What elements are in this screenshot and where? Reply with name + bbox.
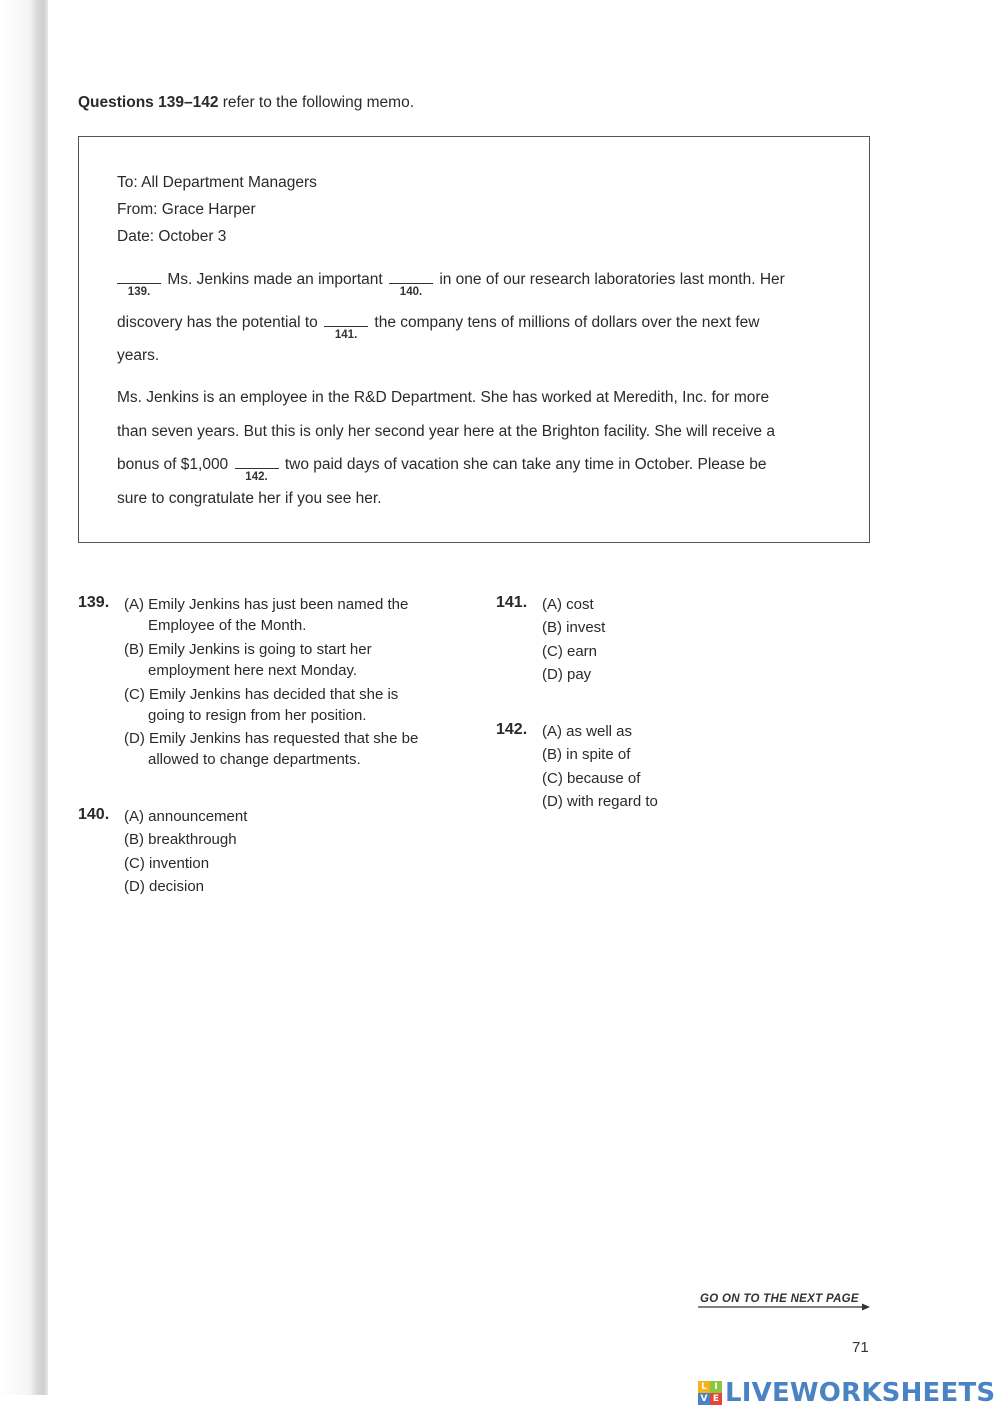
page-number: 71 [852,1339,869,1356]
memo-text: discovery has the potential to [117,314,318,331]
logo-tile: L [698,1381,710,1393]
liveworksheets-logo[interactable] [698,1378,995,1408]
blank-number: 141. [334,329,358,341]
memo-paragraph1-line1 [117,271,785,298]
option-142-d[interactable]: (D) with regard to [542,793,658,810]
option-139-d[interactable] [124,728,454,770]
memo-to: To: All Department Managers [117,174,317,191]
memo-paragraph2-line1: Ms. Jenkins is an employee in the R&D Department. She has worked at Meredith, Inc. for more [117,389,770,406]
blank-142[interactable] [235,456,279,483]
memo-paragraph2-line4: sure to congratulate her if you see her. [117,490,382,507]
questions-heading-rest: refer to the following memo. [218,94,415,111]
question-number: 142. [496,721,528,738]
question-number: 140. [78,806,110,823]
memo-paragraph2-line3 [117,456,767,483]
option-139-b[interactable] [124,639,454,681]
memo-paragraph1-line2 [117,314,760,341]
question-141 [496,594,796,689]
option-141-a[interactable]: (A) cost [542,596,594,613]
option-142-a[interactable]: (A) as well as [542,723,633,740]
memo-paragraph1-line3: years. [117,347,160,364]
question-number: 139. [78,594,110,611]
option-text: (A) Emily Jenkins has just been named the [124,596,409,613]
option-141-d[interactable]: (D) pay [542,666,592,683]
memo-paragraph2-line2: than seven years. But this is only her second year here at the Brighton facility. She will receive a [117,423,775,440]
option-139-a[interactable] [124,594,454,636]
option-text: (C) Emily Jenkins has decided that she is [124,686,399,703]
question-140 [78,806,378,901]
logo-tile: I [710,1381,722,1393]
memo-text: two paid days of vacation she can take any time in October. Please be [284,456,767,473]
go-on-next-page-label: GO ON TO THE NEXT PAGE [700,1293,859,1305]
option-text-cont: employment here next Monday. [148,662,357,679]
memo-box [78,136,870,543]
option-140-c[interactable]: (C) invention [124,855,210,872]
blank-140[interactable] [389,271,433,298]
option-text-cont: Employee of the Month. [148,617,307,634]
liveworksheets-logo-icon [698,1381,722,1405]
blank-number: 140. [399,286,423,298]
memo-date: Date: October 3 [117,228,227,245]
memo-text: in one of our research laboratories last month. Her [439,271,785,288]
blank-141[interactable] [324,314,368,341]
logo-tile: V [698,1393,710,1405]
option-140-b[interactable]: (B) breakthrough [124,831,237,848]
question-number: 141. [496,594,528,611]
question-139 [78,594,468,774]
option-text-cont: going to resign from her position. [148,707,367,724]
option-text-cont: allowed to change departments. [148,751,361,768]
question-142 [496,721,796,816]
logo-tile: E [710,1393,722,1405]
option-142-b[interactable]: (B) in spite of [542,746,631,763]
option-141-c[interactable]: (C) earn [542,643,598,660]
memo-from: From: Grace Harper [117,201,256,218]
memo-text: the company tens of millions of dollars over the next few [374,314,760,331]
option-141-b[interactable]: (B) invest [542,619,606,636]
option-139-c[interactable] [124,684,454,726]
blank-number: 139. [127,286,151,298]
right-arrow-icon [698,1302,870,1312]
blank-number: 142. [245,471,268,483]
option-text: (D) Emily Jenkins has requested that she be [124,730,419,747]
questions-heading [78,94,414,112]
option-142-c[interactable]: (C) because of [542,770,641,787]
option-text: (B) Emily Jenkins is going to start her [124,641,372,658]
option-140-a[interactable]: (A) announcement [124,808,248,825]
blank-139[interactable] [117,271,161,298]
memo-text: Ms. Jenkins made an important [167,271,383,288]
questions-range: Questions 139–142 [78,94,219,111]
option-140-d[interactable]: (D) decision [124,878,205,895]
logo-text: LIVEWORKSHEETS [725,1378,996,1408]
memo-text: bonus of $1,000 [117,456,229,473]
